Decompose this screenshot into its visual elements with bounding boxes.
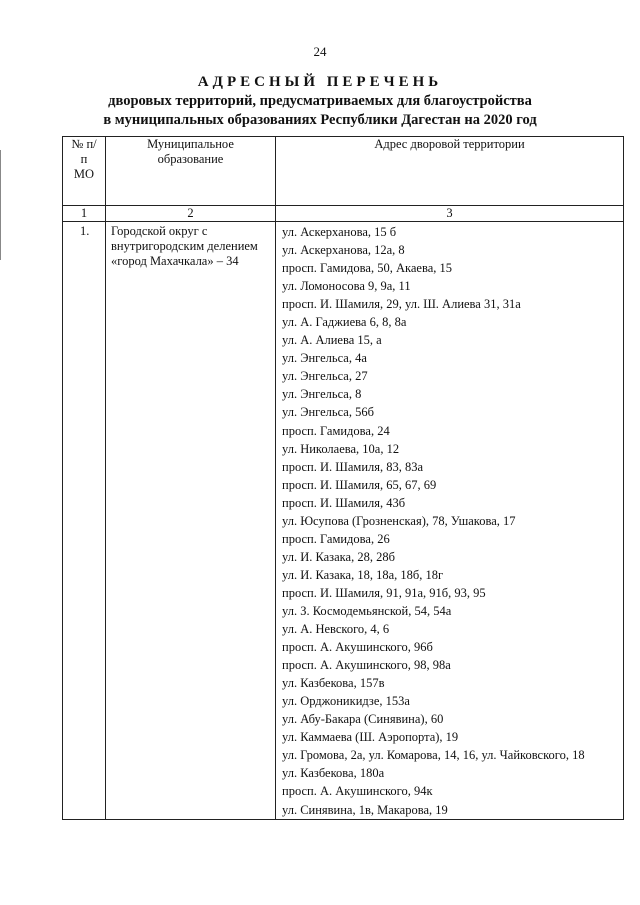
- list-item: ул. Казбекова, 180а: [282, 766, 385, 781]
- list-item: просп. И. Шамиля, 91, 91а, 91б, 93, 95: [282, 585, 486, 600]
- list-item: ул. Аскерханова, 12а, 8: [282, 243, 405, 258]
- list-item: просп. И. Шамиля, 65, 67, 69: [282, 477, 437, 492]
- list-item: ул. Энгельса, 4а: [282, 351, 367, 366]
- list-item: ул. Синявина, 1в, Макарова, 19: [282, 802, 448, 817]
- column-number-1: 1: [63, 206, 106, 222]
- address-table: [62, 136, 624, 820]
- list-item: ул. А. Алиева 15, а: [282, 333, 382, 348]
- list-item: ул. Аскерханова, 15 б: [282, 225, 397, 239]
- column-number-3: 3: [276, 206, 624, 222]
- list-item: просп. И. Шамиля, 83, 83а: [282, 459, 424, 474]
- table-header-row: [63, 137, 624, 206]
- header-municipality-text: Муниципальное образование: [147, 137, 234, 166]
- list-item: просп. А. Акушинского, 94к: [282, 784, 433, 799]
- list-item: ул. Энгельса, 27: [282, 369, 368, 384]
- list-item: просп. Гамидова, 24: [282, 423, 390, 438]
- row-municipality: Городской округ с внутригородским делением «город Махачкала» – 34: [106, 222, 276, 820]
- list-item: ул. Энгельса, 8: [282, 387, 362, 402]
- list-item: просп. Гамидова, 50, Акаева, 15: [282, 261, 452, 276]
- list-item: ул. И. Казака, 18, 18а, 18б, 18г: [282, 567, 444, 582]
- list-item: ул. Громова, 2а, ул. Комарова, 14, 16, ул. Чайковского, 18: [282, 748, 585, 763]
- list-item: ул. Каммаева (Ш. Аэропорта), 19: [282, 730, 459, 745]
- document-title: [0, 72, 640, 130]
- address-list: [282, 223, 623, 819]
- list-item: просп. И. Шамиля, 29, ул. Ш. Алиева 31, 31а: [282, 297, 521, 312]
- title-line-1: АДРЕСНЫЙ ПЕРЕЧЕНЬ: [197, 74, 443, 90]
- list-item: ул. А. Невского, 4, 6: [282, 622, 390, 637]
- page-number: 24: [313, 44, 327, 59]
- header-address: [276, 137, 624, 206]
- list-item: ул. Энгельса, 56б: [282, 405, 374, 420]
- list-item: ул. Казбекова, 157в: [282, 676, 385, 691]
- list-item: ул. А. Гаджиева 6, 8, 8а: [282, 315, 407, 330]
- column-number-2: 2: [106, 206, 276, 222]
- list-item: просп. И. Шамиля, 43б: [282, 495, 406, 510]
- header-municipality: [106, 137, 276, 206]
- list-item: просп. А. Акушинского, 96б: [282, 640, 433, 655]
- column-number-row: [63, 206, 624, 222]
- header-address-text: Адрес дворовой территории: [374, 137, 525, 151]
- row-addresses: [276, 222, 624, 820]
- header-number-text: № п/п МО: [71, 137, 97, 181]
- list-item: ул. Юсупова (Грозненская), 78, Ушакова, 17: [282, 513, 516, 528]
- list-item: ул. Ломоносова 9, 9а, 11: [282, 279, 411, 294]
- header-number: [63, 137, 106, 206]
- list-item: ул. Орджоникидзе, 153а: [282, 694, 410, 709]
- table-row: [63, 222, 624, 820]
- list-item: просп. А. Акушинского, 98, 98а: [282, 658, 451, 673]
- scan-edge-mark: [0, 150, 1, 260]
- list-item: ул. Абу-Бакара (Синявина), 60: [282, 712, 444, 727]
- row-number: 1.: [63, 222, 106, 820]
- title-line-3: в муниципальных образованиях Республики Дагестан на 2020 год: [103, 112, 537, 128]
- list-item: ул. Николаева, 10а, 12: [282, 441, 400, 456]
- list-item: просп. Гамидова, 26: [282, 531, 390, 546]
- list-item: ул. З. Космодемьянской, 54, 54а: [282, 603, 452, 618]
- title-line-2: дворовых территорий, предусматриваемых для благоустройства: [108, 93, 532, 109]
- list-item: ул. И. Казака, 28, 28б: [282, 549, 395, 564]
